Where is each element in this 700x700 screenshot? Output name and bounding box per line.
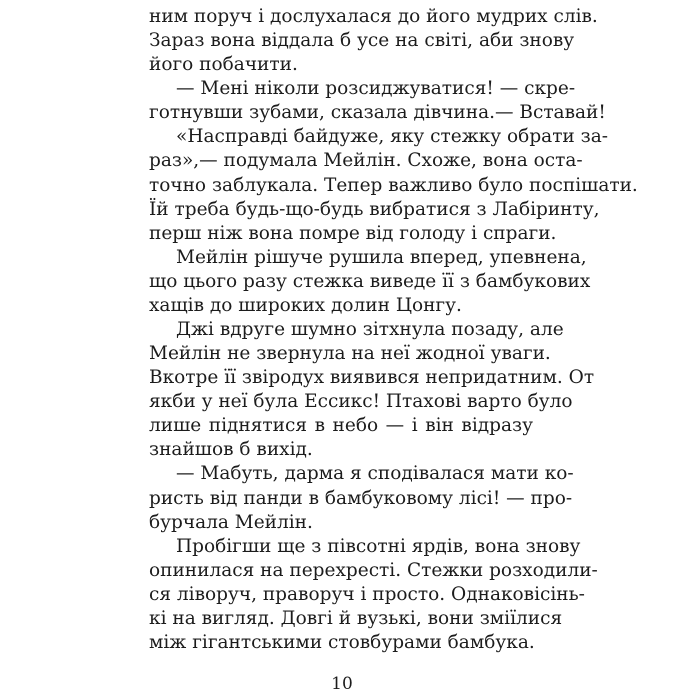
text-line-8: точно заблукала. Тепер важливо було поспішати.	[149, 174, 638, 196]
text-line-21: ристь від панди в бамбуковому лісі! — про-	[149, 487, 573, 509]
text-line-26: кі на вигляд. Довгі й вузькі, вони зміїлися	[149, 607, 563, 629]
text-line-11: Мейлін рішуче рушила вперед, упевнена,	[176, 246, 587, 268]
text-line-20: — Мабуть, дарма я сподівалася мати ко-	[176, 463, 574, 485]
text-line-19: знайшов б вихід.	[149, 439, 313, 461]
text-line-10: перш ніж вона помре від голоду і спраги.	[149, 222, 557, 244]
text-line-4: — Мені ніколи розсиджуватися! — скре-	[176, 78, 576, 100]
text-line-6: «Насправді байдуже, яку стежку обрати за-	[176, 126, 609, 148]
text-line-16: Вкотре її звіродух виявився непридатним. От	[149, 367, 595, 389]
text-line-27: між гігантськими стовбурами бамбука.	[149, 632, 535, 654]
text-line-13: хащів до широких долин Цонгу.	[149, 294, 462, 316]
text-line-18: лише піднятися в небо — і він відразу	[149, 415, 533, 437]
text-line-2: Зараз вона віддала б усе на світі, аби знову	[149, 30, 575, 52]
text-line-25: ся ліворуч, праворуч і просто. Однаковісінь-	[149, 583, 585, 605]
text-line-17: якби у неї була Ессикс! Птахові варто було	[149, 391, 573, 413]
page-number: 10	[331, 674, 353, 694]
text-line-12: що цього разу стежка виведе її з бамбукових	[149, 270, 591, 292]
text-line-22: бурчала Мейлін.	[149, 511, 313, 533]
text-line-7: раз»,— подумала Мейлін. Схоже, вона оста-	[149, 150, 583, 172]
text-line-23: Пробігши ще з півсотні ярдів, вона знову	[176, 535, 581, 557]
body-text	[149, 5, 638, 655]
text-line-5: готнувши зубами, сказала дівчина.— Вставай!	[149, 102, 606, 124]
text-line-24: опинилася на перехресті. Стежки розходили-	[149, 559, 598, 581]
text-line-1: ним поруч і дослухалася до його мудрих слів.	[149, 6, 598, 27]
text-line-3: його побачити.	[149, 54, 298, 76]
text-line-9: Їй треба будь-що-будь вибратися з Лабіринту,	[149, 198, 600, 220]
text-line-15: Мейлін не звернула на неї жодної уваги.	[149, 343, 551, 365]
text-line-14: Джі вдруге шумно зітхнула позаду, але	[176, 319, 564, 341]
